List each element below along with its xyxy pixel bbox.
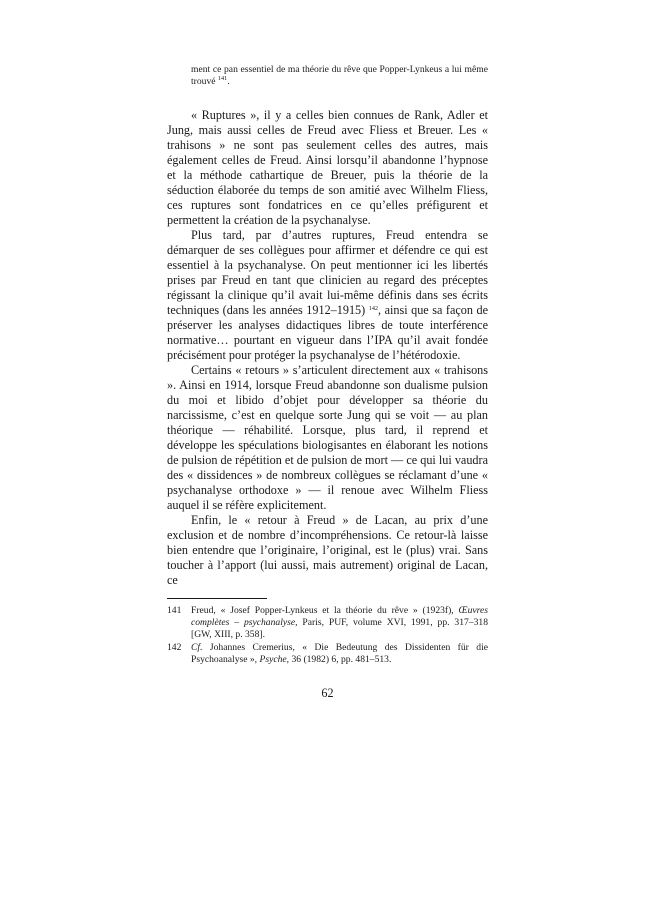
footnote-text [191,605,488,641]
book-page [167,64,488,701]
footnote-text-part: , Paris, PUF, volume XVI, 1991, pp. 317–318 [GW, XIII, p. 358]. [191,617,488,640]
quote-text: ment ce pan essentiel de ma théorie du rêve que Popper-Lynkeus a lui même trouvé [191,64,488,87]
footnote-ref-141[interactable]: 141 [217,75,228,82]
paragraph-plus-tard [167,228,488,363]
paragraph-plus-tard-part1: Plus tard, par d’autres ruptures, Freud entendra se démarquer de ses collègues pour affirmer et défendre ce qui est essentiel à la psychanalyse. On peut mentionner ici les libertés prises par Freud en tant que clinicien au regard des préceptes régissant la clinique qu’il avait lui-même définis dans ses écrits techniques (dans les années 1912–1915) [167,228,488,317]
paragraph-retour-a-freud: Enfin, le « retour à Freud » de Lacan, au prix d’une exclusion et de nombre d’incompréhensions. Ce retour-là laisse bien entendre que l’originaire, l’original, est le (plus) vrai. Sans toucher à l’apport (lui aussi, mais autrement) original de Lacan, ce [167,513,488,587]
block-quote [191,64,488,88]
footnote-ref-142[interactable]: 142 [368,305,379,312]
footnote-separator [167,598,267,599]
footnote-number: 142 [167,642,182,653]
paragraph-plus-tard-part2: , ainsi que sa façon de préserver les analyses didactiques libres de toute interférence normative… pourtant en vigueur dans l’IPA qu’il avait fondée précisément pour protéger la psychanalyse de l’hétérodoxie. [167,303,488,362]
page-number: 62 [321,686,334,700]
paragraph-ruptures: « Ruptures », il y a celles bien connues de Rank, Adler et Jung, mais aussi celles de Freud avec Fliess et Breuer. Les « trahisons » ne sont pas seulement celles des autres, mais également celles de Freud. Ainsi lorsqu’il abandonne l’hypnose et la méthode cathartique de Breuer, puis la théorie de la séduction élaborée du temps de son amitié avec Wilhelm Fliess, ces ruptures sont fondatrices en ce qu’elles préfigurent et permettent la création de la psychanalyse. [167,108,488,227]
footnote-142 [167,642,488,666]
footnote-141 [167,605,488,641]
paragraph-retours: Certains « retours » s’articulent directement aux « trahisons ». Ainsi en 1914, lorsque Freud abandonne son dualisme pulsion du moi et libido d’objet pour développer sa théorie du narcissisme, c’est en quelque sorte Jung qui se voit — au plan théorique — réhabilité. Lorsque, plus tard, il reprend et développe les spéculations biologisantes en élaborant les notions de pulsion de répétition et de pulsion de mort — ce qui lui vaudra des « dissidences » de nombreux collègues se réclamant d’une « psychanalyse orthodoxe » — il renoue avec Wilhelm Fliess auquel il se réfère explicitement. [167,363,488,512]
footnote-text-part: Freud, « Josef Popper-Lynkeus et la théorie du rêve » (1923f), [191,605,459,616]
quote-end: . [227,76,230,87]
footnote-text-part: , 36 (1982) 6, pp. 481–513. [286,654,392,665]
footnote-text-part: Johannes Cremerius, « Die Bedeutung des Dissidenten für die Psychoanalyse », [191,642,488,665]
footnote-number: 141 [167,605,182,616]
footnote-title: Psyche [259,654,287,665]
footnote-text [191,642,488,666]
footnote-cf: Cf. [191,642,203,653]
footnotes [167,605,488,666]
footnote-title: Œuvres complètes – psychanalyse [191,605,488,628]
